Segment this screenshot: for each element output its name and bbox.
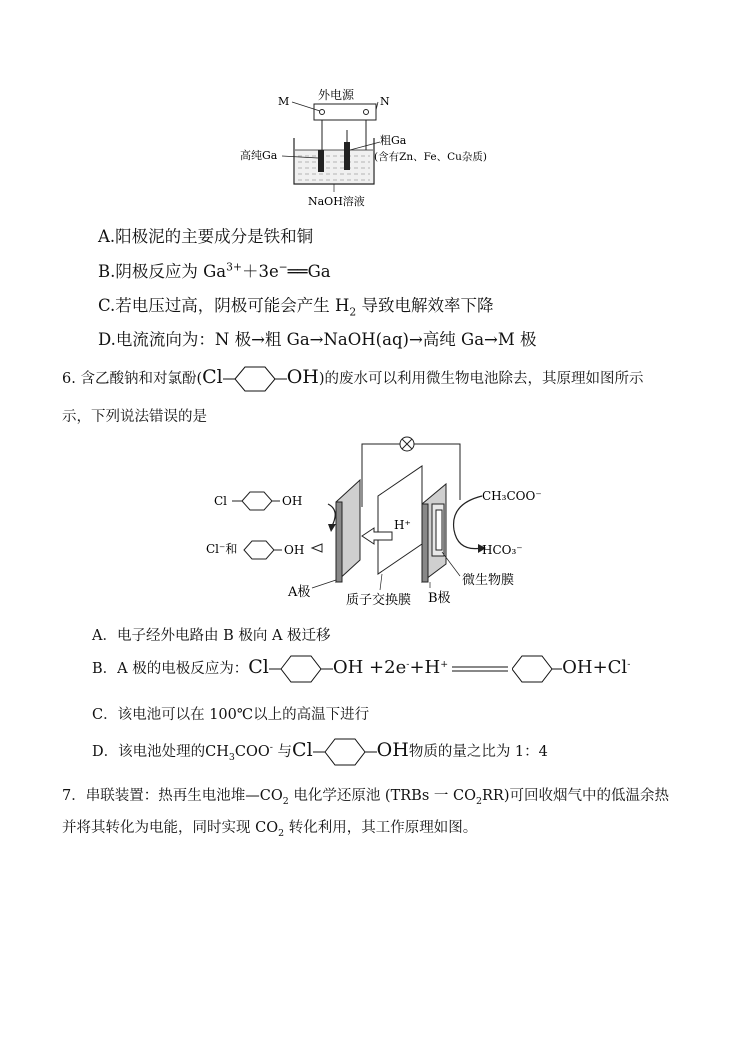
cl-label-left: Cl	[214, 494, 228, 508]
oh-label-left2: OH	[284, 543, 305, 557]
q6-option-c: C．该电池可以在 100℃以上的高温下进行	[92, 707, 370, 723]
q7-line1: 7．串联装置：热再生电池堆$—CO_2$ 电化学还原池 (TRBs 一 $CO_2RR$)可回收烟气中的低温余热	[62, 788, 669, 807]
double-arrow-icon	[448, 659, 512, 679]
membrane-label: 质子交换膜	[346, 593, 412, 608]
benzene-ring-icon	[512, 652, 562, 686]
b-pole-label: B极	[428, 591, 451, 606]
q6-option-b: B．A 极的电极反应为：Cl OH +2e-+H+ OH+Cl-	[92, 652, 630, 686]
q7-line2: 并将其转化为电能，同时实现 $CO_2$ 转化利用，其工作原理如图。	[62, 820, 478, 839]
h-plus-label: H⁺	[394, 518, 411, 532]
electrolysis-diagram	[230, 84, 530, 214]
benzene-ring-icon	[313, 735, 377, 769]
benzene-ring-icon	[269, 652, 333, 686]
solution-label: NaOH溶液	[308, 195, 365, 208]
q5-option-c: C.若电压过高，阴极可能会产生 $H_2$ 导致电解效率下降	[98, 296, 494, 319]
oh-label-left: OH	[282, 494, 303, 508]
microbial-cell-diagram	[200, 432, 560, 612]
a-pole-label: A极	[288, 585, 311, 600]
q6-option-a: A．电子经外电路由 B 极向 A 极迁移	[92, 628, 331, 644]
cl-ion-and-label: Cl⁻和	[206, 542, 238, 556]
impurity-note: (含有Zn、Fe、Cu杂质)	[374, 151, 487, 163]
q5-option-b: B.阴极反应为 $Ga^{3+}+3e^-══Ga$	[98, 260, 331, 281]
benzene-ring-icon	[223, 364, 287, 394]
bicarbonate-label: HCO₃⁻	[482, 543, 523, 557]
q6-option-d: D．该电池处理的$CH_3COO^-$ 与Cl OH物质的量之比为 1：4	[92, 735, 548, 769]
acetate-label: CH₃COO⁻	[482, 489, 542, 503]
m-label: M	[278, 95, 290, 108]
q5-option-d: D.电流流向为：N 极→粗 Ga→NaOH(aq)→高纯 Ga→M 极	[98, 330, 537, 349]
n-label: N	[380, 95, 390, 108]
power-label: 外电源	[318, 88, 355, 102]
left-electrode-label: 高纯Ga	[240, 149, 278, 162]
q6-stem-line1: 6. 含乙酸钠和对氯酚(Cl OH)的废水可以利用微生物电池除去，其原理如图所示	[62, 364, 644, 394]
right-electrode-label: 粗Ga	[380, 134, 407, 147]
q6-stem-line2: 示，下列说法错误的是	[62, 409, 207, 425]
biofilm-label: 微生物膜	[462, 573, 515, 588]
q5-option-a: A.阳极泥的主要成分是铁和铜	[98, 227, 314, 246]
